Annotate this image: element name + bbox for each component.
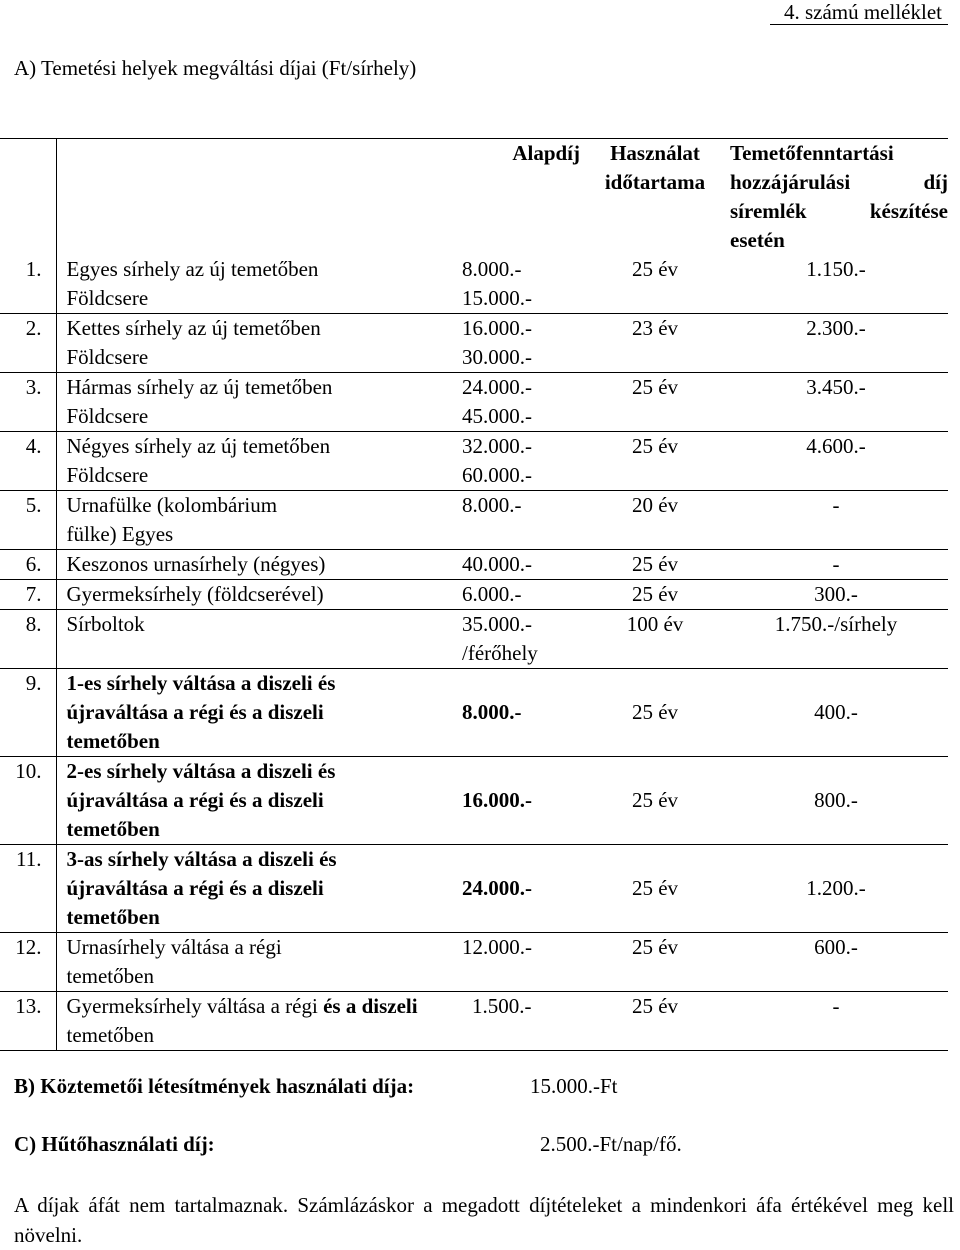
row-contribution: 1.750.-/sírhely	[724, 610, 948, 669]
section-a-title: A) Temetési helyek megváltási díjai (Ft/sírhely)	[14, 56, 417, 80]
row-base-fee: 30.000.-	[448, 343, 586, 373]
row-usage: 25 év	[631, 434, 679, 458]
row-name: Hármas sírhely az új temetőben	[66, 375, 333, 399]
table-row	[0, 314, 948, 344]
vat-footnote: A díjak áfát nem tartalmaznak. Számlázáskor a megadott díjtételeket a mindenkori áfa értékével meg kell növelni.	[14, 1193, 954, 1247]
row-name: Földcsere	[56, 284, 448, 314]
table-row	[0, 669, 948, 757]
row-contribution: 600.-	[724, 933, 948, 992]
row-usage: 25 év	[586, 933, 724, 992]
row-base-fee: 8.000.-	[448, 491, 586, 550]
row-name: 3-as sírhely váltása a diszeli és újraváltása a régi és a diszeli temetőben	[56, 845, 448, 933]
row-contribution	[724, 461, 948, 491]
row-number: 8.	[0, 610, 56, 669]
row-contribution: 2.300.-	[806, 316, 866, 340]
row-name: Keszonos urnasírhely (négyes)	[56, 550, 448, 580]
row-number: 4.	[0, 432, 56, 462]
row-name: Gyermeksírhely (földcserével)	[56, 580, 448, 610]
row-usage	[586, 402, 724, 432]
fee-table	[0, 138, 948, 1051]
section-c-label: C) Hűtőhasználati díj:	[14, 1132, 215, 1156]
row-usage: 25 év	[586, 580, 724, 610]
row-usage: 25 év	[586, 757, 724, 845]
header-usage-period: Használat időtartama	[586, 139, 724, 256]
row-base-fee: 16.000.-	[448, 757, 586, 845]
table-row	[0, 933, 948, 992]
row-name-plain: Gyermeksírhely váltása a régi	[66, 994, 324, 1018]
row-name: Négyes sírhely az új temetőben	[66, 434, 331, 458]
row-usage: 25 év	[631, 257, 679, 281]
table-row	[0, 461, 948, 491]
row-base-fee: 24.000.-	[448, 845, 586, 933]
header-contribution: Temetőfenntartási hozzájárulási díj síremlék készítése esetén	[724, 139, 948, 256]
table-row	[0, 284, 948, 314]
row-name-tail: temetőben	[66, 1023, 154, 1047]
row-usage: 25 év	[586, 550, 724, 580]
row-number: 1.	[0, 255, 56, 284]
row-contribution: 1.200.-	[724, 845, 948, 933]
row-usage: 25 év	[586, 669, 724, 757]
row-number	[0, 284, 56, 314]
row-name: Egyes sírhely az új temetőben	[66, 257, 319, 281]
row-usage: 25 év	[586, 992, 724, 1051]
section-c-value: 2.500.-Ft/nap/fő.	[540, 1132, 682, 1156]
row-contribution: 1.150.-	[806, 257, 866, 281]
row-base-fee: 60.000.-	[448, 461, 586, 491]
table-row	[0, 432, 948, 462]
row-contribution	[724, 402, 948, 432]
table-header-row	[0, 139, 948, 256]
row-name: Urnafülke (kolombárium fülke) Egyes	[56, 491, 448, 550]
row-base-fee: 1.500.-	[448, 992, 586, 1051]
table-row	[0, 343, 948, 373]
row-contribution: 400.-	[724, 669, 948, 757]
header-number-cell	[0, 139, 56, 256]
table-row	[0, 757, 948, 845]
row-number	[0, 461, 56, 491]
row-name: Kettes sírhely az új temetőben	[66, 316, 321, 340]
row-name: Földcsere	[56, 402, 448, 432]
row-base-fee: 6.000.-	[448, 580, 586, 610]
row-number: 6.	[0, 550, 56, 580]
row-name-bold: és a diszeli	[323, 994, 418, 1018]
row-base-fee: 15.000.-	[448, 284, 586, 314]
row-usage	[586, 284, 724, 314]
annex-label: 4. számú melléklet	[783, 0, 942, 24]
row-name: Sírboltok	[56, 610, 448, 669]
row-contribution: -	[724, 550, 948, 580]
table-row	[0, 992, 948, 1051]
row-base-fee: 8.000.-	[448, 669, 586, 757]
row-usage: 25 év	[631, 375, 679, 399]
row-name: 1-es sírhely váltása a diszeli és újraváltása a régi és a diszeli temetőben	[56, 669, 448, 757]
row-base-fee: 40.000.-	[448, 550, 586, 580]
row-number: 2.	[0, 314, 56, 344]
row-name: Földcsere	[56, 343, 448, 373]
row-number: 11.	[0, 845, 56, 933]
header-name-cell	[56, 139, 448, 256]
table-row	[0, 491, 948, 550]
section-b-value: 15.000.-Ft	[530, 1074, 618, 1098]
row-base-fee: 12.000.-	[448, 933, 586, 992]
table-row	[0, 580, 948, 610]
row-base-fee: 24.000.-	[462, 375, 532, 399]
row-number	[0, 402, 56, 432]
row-base-fee: 16.000.-	[462, 316, 532, 340]
row-contribution	[724, 343, 948, 373]
row-name	[56, 992, 448, 1051]
row-number: 9.	[0, 669, 56, 757]
row-number: 10.	[0, 757, 56, 845]
row-usage: 20 év	[586, 491, 724, 550]
annex-underline	[770, 24, 948, 25]
row-base-fee: 45.000.-	[448, 402, 586, 432]
row-contribution: 300.-	[724, 580, 948, 610]
row-name: Urnasírhely váltása a régi temetőben	[56, 933, 448, 992]
row-base-fee: 32.000.-	[462, 434, 532, 458]
table-row	[0, 610, 948, 669]
row-usage	[586, 343, 724, 373]
row-number: 3.	[0, 373, 56, 403]
row-base-fee: 8.000.-	[462, 257, 522, 281]
row-contribution: -	[724, 491, 948, 550]
row-number	[0, 343, 56, 373]
row-contribution: -	[724, 992, 948, 1051]
header-base-fee: Alapdíj	[448, 139, 586, 256]
row-number: 12.	[0, 933, 56, 992]
row-contribution: 4.600.-	[806, 434, 866, 458]
row-contribution: 3.450.-	[806, 375, 866, 399]
row-usage: 23 év	[631, 316, 679, 340]
section-b-label: B) Köztemetői létesítmények használati díja:	[14, 1074, 415, 1098]
row-number: 7.	[0, 580, 56, 610]
row-usage: 25 év	[586, 845, 724, 933]
row-usage: 100 év	[586, 610, 724, 669]
table-row	[0, 373, 948, 403]
row-contribution: 800.-	[724, 757, 948, 845]
row-usage	[586, 461, 724, 491]
row-name: 2-es sírhely váltása a diszeli és újraváltása a régi és a diszeli temetőben	[56, 757, 448, 845]
row-contribution	[724, 284, 948, 314]
table-row	[0, 845, 948, 933]
row-base-fee: 35.000.- /férőhely	[448, 610, 586, 669]
table-row	[0, 255, 948, 284]
row-number: 13.	[0, 992, 56, 1051]
row-name: Földcsere	[56, 461, 448, 491]
table-row	[0, 550, 948, 580]
table-row	[0, 402, 948, 432]
row-number: 5.	[0, 491, 56, 550]
